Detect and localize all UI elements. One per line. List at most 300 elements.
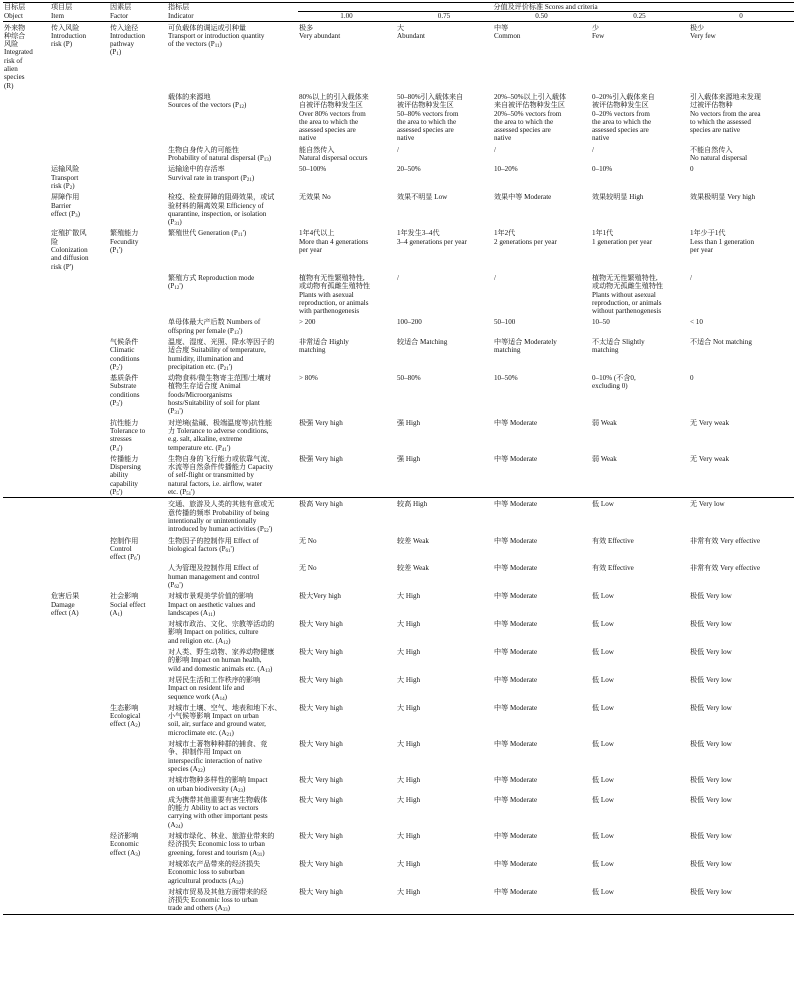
score-cell	[493, 163, 591, 191]
factor-cell	[109, 272, 167, 316]
object-cell	[3, 272, 50, 316]
cell-line: 极大 Very high	[299, 887, 343, 896]
cell-line: 的影响 Impact on human health,	[168, 656, 262, 665]
cell-line: 较差 Weak	[397, 536, 429, 545]
factor-cell	[109, 498, 167, 535]
indicator-cell	[167, 590, 298, 618]
cell-line: 力 Tolerance to adverse conditions,	[168, 426, 269, 435]
cell-line: 效果极明显 Very high	[690, 193, 756, 202]
indicator-cell	[167, 646, 298, 674]
cell-line: 屏障作用	[51, 193, 80, 202]
cell-line: 运输途中的存活率	[168, 165, 225, 174]
cell-line: Control	[110, 544, 132, 553]
cell-line: 大	[397, 23, 405, 32]
score-cell	[493, 227, 591, 271]
factor-cell	[109, 858, 167, 886]
cell-line: assessed species are	[494, 126, 551, 135]
score-cell	[689, 702, 794, 738]
cell-line: 验材料的隔离效果 Efficiency of	[168, 201, 264, 210]
cell-line: 极低 Very low	[690, 795, 732, 804]
table-row	[3, 674, 794, 702]
cell-line: alien	[4, 65, 18, 74]
score-cell	[298, 372, 396, 416]
cell-line: 生物因子的控制作用 Effect of	[168, 536, 259, 545]
score-cell	[591, 272, 689, 316]
cell-line: 大 High	[397, 832, 421, 841]
cell-line: 极大 Very high	[299, 620, 343, 629]
cell-line: 济损失 Economic loss to urban	[168, 896, 258, 905]
cell-line: Survival rate in transport $(P_{21})$	[168, 173, 255, 183]
cell-line: 较高 High	[397, 500, 428, 509]
cell-line: 强 High	[397, 418, 421, 427]
cell-line: 极低 Very low	[690, 703, 732, 712]
score-cell	[493, 738, 591, 774]
cell-line: 外来物	[4, 23, 26, 32]
cell-line: native	[397, 134, 415, 143]
cell-line: 植物有无性繁殖特性,	[299, 273, 365, 282]
score-cell	[493, 316, 591, 336]
score-cell	[396, 417, 493, 453]
cell-line: 可负载体的调运或引种量	[168, 23, 247, 32]
item-cell	[50, 272, 109, 316]
cell-line: 0–20%引入载体来自	[592, 92, 655, 101]
score-cell	[689, 316, 794, 336]
score-cell	[689, 774, 794, 794]
score-cell	[689, 453, 794, 498]
item-cell	[50, 453, 109, 498]
object-cell	[3, 562, 50, 590]
cell-line: Social effect	[110, 600, 146, 609]
cell-line: 低 Low	[592, 648, 614, 657]
cell-line: 运输风险	[51, 165, 80, 174]
cell-line: 中等 Moderate	[494, 592, 538, 601]
cell-line: $(P_1')$	[110, 246, 123, 256]
cell-line: 较差 Weak	[397, 564, 429, 573]
cell-line: species are native	[690, 126, 741, 135]
cell-line: Very abundant	[299, 31, 341, 40]
cell-line: $(P_{62}')$	[168, 581, 183, 590]
cell-line: effect $(A_3)$	[110, 848, 141, 858]
cell-line: 成为携带其他重要有害生物载体	[168, 795, 268, 804]
indicator-cell	[167, 144, 298, 164]
cell-line: native	[592, 134, 610, 143]
score-cell	[493, 272, 591, 316]
score-cell	[396, 316, 493, 336]
score-cell	[298, 674, 396, 702]
cell-line: 中等 Moderate	[494, 832, 538, 841]
cell-line: pathway	[110, 40, 135, 49]
cell-line: 中等 Moderate	[494, 740, 538, 749]
cell-line: /	[397, 145, 399, 154]
cell-line: on urban biodiversity $(A_{23})$	[168, 784, 246, 794]
cell-line: 非常适合 Highly	[299, 337, 349, 346]
cell-line: 极大 Very high	[299, 832, 343, 841]
cell-line: 传入风险	[51, 23, 80, 32]
cell-line: natural factors, i.e. airflow, water	[168, 479, 263, 488]
cell-line: 0	[690, 165, 694, 174]
score-cell	[591, 674, 689, 702]
cell-line: $(P_{31}')$	[168, 407, 183, 417]
cell-line: 对居民生活和工作秩序的影响	[168, 675, 261, 684]
header-score-level: 1.00	[298, 12, 396, 21]
cell-line: /	[494, 145, 496, 154]
cell-line: 中等 Moderate	[494, 795, 538, 804]
cell-line: 大 High	[397, 740, 421, 749]
cell-line: 大 High	[397, 795, 421, 804]
cell-line: $(P_5')$	[110, 488, 123, 498]
cell-line: 较适合 Matching	[397, 337, 448, 346]
cell-line: Ecological	[110, 712, 141, 721]
indicator-cell	[167, 163, 298, 191]
score-cell	[396, 794, 493, 830]
cell-line: Common	[494, 31, 521, 40]
cell-line: 极高 Very high	[299, 500, 343, 509]
score-cell	[396, 618, 493, 646]
object-cell	[3, 336, 50, 372]
table-row	[3, 702, 794, 738]
cell-line: of self-flight or transmitted by	[168, 471, 254, 480]
indicator-cell	[167, 316, 298, 336]
score-cell	[298, 794, 396, 830]
cell-line: Probability of natural dispersal $(P_{13})$	[168, 154, 272, 164]
cell-line: 影响 Impact on politics, culture	[168, 628, 259, 637]
object-cell	[3, 702, 50, 738]
cell-line: 对城市物种多样性的影响 Impact	[168, 776, 268, 785]
table-row	[3, 191, 794, 227]
cell-line: 中等 Moderate	[494, 454, 538, 463]
cell-line: Plants without asexual	[592, 290, 656, 299]
cell-line: temperature etc. $(P_{41}')$	[168, 443, 231, 453]
cell-line: 大 High	[397, 887, 421, 896]
cell-line: 对城郊农产品带来的经济损失	[168, 859, 261, 868]
header-indicator-en: Indicator	[167, 12, 298, 21]
indicator-cell	[167, 21, 298, 91]
cell-line: effect (A)	[51, 608, 79, 617]
cell-line: stresses	[110, 435, 132, 444]
object-cell	[3, 794, 50, 830]
score-cell	[298, 774, 396, 794]
cell-line: $(P_{12}')$	[168, 282, 183, 292]
cell-line: with parthenogenesis	[299, 307, 360, 316]
cell-line: the area to which the	[592, 117, 652, 126]
cell-line: 极大Very high	[299, 592, 341, 601]
score-cell	[591, 830, 689, 858]
object-cell	[3, 227, 50, 271]
table-row	[3, 535, 794, 563]
factor-cell	[109, 590, 167, 618]
score-cell	[396, 144, 493, 164]
score-cell	[298, 417, 396, 453]
score-cell	[396, 774, 493, 794]
cell-line: 检疫、检查屏障的阻碍效果，或试	[168, 193, 275, 202]
cell-line: Very few	[690, 31, 716, 40]
score-cell	[298, 336, 396, 372]
cell-line: 2 generations per year	[494, 237, 557, 246]
cell-line: e.g. salt, alkaline, extreme	[168, 435, 243, 444]
cell-line: Barrier	[51, 201, 72, 210]
table-row	[3, 794, 794, 830]
cell-line: precipitation etc. $(P_{21}')$	[168, 362, 233, 372]
factor-cell	[109, 336, 167, 372]
indicator-cell	[167, 417, 298, 453]
score-cell	[396, 535, 493, 563]
score-cell	[396, 91, 493, 144]
item-cell	[50, 738, 109, 774]
cell-line: 对城市贸易及其他方面带来的经	[168, 887, 268, 896]
cell-line: 低 Low	[592, 620, 614, 629]
cell-line: 对城市绿化、林业、旅游业带来的	[168, 832, 275, 841]
cell-line: 对城市景观美学价值的影响	[168, 592, 254, 601]
cell-line: 种综合	[4, 31, 26, 40]
cell-line: 载体的来源地	[168, 92, 211, 101]
cell-line: conditions	[110, 354, 140, 363]
cell-line: effect $(A_2)$	[110, 720, 141, 730]
cell-line: 被评估物种发生区	[397, 101, 454, 110]
indicator-cell	[167, 858, 298, 886]
cell-line: 20%–50% vectors from	[494, 109, 562, 118]
score-cell	[689, 336, 794, 372]
cell-line: hosts/Suitability of soil for plant	[168, 399, 260, 408]
cell-line: 1年少于1代	[690, 229, 726, 238]
cell-line: Tolerance to	[110, 426, 146, 435]
cell-line: 非常有效 Very effective	[690, 564, 760, 573]
score-cell	[591, 886, 689, 914]
cell-line: 动物食料/微生物寄主范围/土壤对	[168, 374, 272, 383]
score-cell	[689, 646, 794, 674]
cell-line: wild and domestic animals etc. $(A_{13})$	[168, 664, 273, 674]
score-cell	[493, 618, 591, 646]
item-cell	[50, 774, 109, 794]
object-cell	[3, 886, 50, 914]
factor-cell	[109, 372, 167, 416]
cell-line: 无 No	[299, 564, 317, 573]
score-cell	[591, 144, 689, 164]
cell-line: 10–50%	[494, 374, 518, 383]
cell-line: 适合度 Suitability of temperature,	[168, 346, 266, 355]
cell-line: 对人类、野生动物、家养动物健康	[168, 648, 275, 657]
cell-line: 低 Low	[592, 675, 614, 684]
cell-line: 低 Low	[592, 592, 614, 601]
object-cell	[3, 646, 50, 674]
cell-line: Economic loss to suburban	[168, 868, 245, 877]
cell-line: Impact on aesthetic values and	[168, 600, 256, 609]
cell-line: 大 High	[397, 592, 421, 601]
score-cell	[689, 794, 794, 830]
cell-line: 效果中等 Moderate	[494, 193, 552, 202]
cell-line: 低 Low	[592, 776, 614, 785]
score-cell	[689, 417, 794, 453]
cell-line: microclimate etc. $(A_{21})$	[168, 728, 234, 738]
cell-line: 繁殖世代 Generation $(P_{11}')$	[168, 229, 247, 239]
factor-cell	[109, 702, 167, 738]
cell-line: the area to which the	[494, 117, 554, 126]
factor-cell	[109, 417, 167, 453]
cell-line: 中等 Moderate	[494, 859, 538, 868]
indicator-cell	[167, 498, 298, 535]
cell-line: matching	[592, 346, 619, 355]
score-cell	[298, 453, 396, 498]
object-cell	[3, 453, 50, 498]
cell-line: Natural dispersal occurs	[299, 154, 368, 163]
score-cell	[591, 858, 689, 886]
score-cell	[298, 316, 396, 336]
factor-cell	[109, 830, 167, 858]
cell-line: humidity, illumination and	[168, 354, 244, 363]
score-cell	[591, 738, 689, 774]
score-cell	[396, 674, 493, 702]
table-row	[3, 453, 794, 498]
score-cell	[689, 91, 794, 144]
score-cell	[396, 498, 493, 535]
cell-line: biological factors $(P_{61}')$	[168, 544, 235, 554]
cell-line: Introduction	[51, 31, 87, 40]
cell-line: Few	[592, 31, 605, 40]
cell-line: 低 Low	[592, 740, 614, 749]
cell-line: 自被评估物种发生区	[299, 101, 363, 110]
cell-line: 不适合 Not matching	[690, 337, 752, 346]
cell-line: 大 High	[397, 620, 421, 629]
score-cell	[493, 417, 591, 453]
score-cell	[493, 830, 591, 858]
object-cell	[3, 316, 50, 336]
score-cell	[298, 886, 396, 914]
table-row	[3, 272, 794, 316]
cell-line: 有效 Effective	[592, 564, 634, 573]
cell-line: 经济影响	[110, 832, 139, 841]
object-cell	[3, 774, 50, 794]
cell-line: (R)	[4, 81, 14, 90]
indicator-cell	[167, 830, 298, 858]
cell-line: 极强 Very high	[299, 418, 343, 427]
cell-line: 单母体最大产后数 Numbers of	[168, 318, 261, 327]
cell-line: $(A_1)$	[110, 608, 123, 618]
item-cell	[50, 316, 109, 336]
indicator-cell	[167, 91, 298, 144]
cell-line: 植物无无性繁殖特性,	[592, 273, 658, 282]
score-cell	[591, 372, 689, 416]
score-cell	[396, 191, 493, 227]
cell-line: risk of	[4, 56, 23, 65]
cell-line: 温度、湿度、光照、降水等因子的	[168, 337, 275, 346]
score-cell	[689, 618, 794, 646]
header-score-level: 0	[689, 12, 794, 21]
object-cell	[3, 144, 50, 164]
table-row	[3, 336, 794, 372]
cell-line: 极低 Very low	[690, 648, 732, 657]
score-cell	[396, 702, 493, 738]
cell-line: effect $(P_3)$	[51, 209, 80, 219]
cell-line: 大 High	[397, 675, 421, 684]
indicator-cell	[167, 562, 298, 590]
cell-line: 极多	[299, 23, 314, 32]
cell-line: 50–100%	[299, 165, 327, 174]
cell-line: 极低 Very low	[690, 887, 732, 896]
score-cell	[689, 163, 794, 191]
cell-line: native	[299, 134, 317, 143]
factor-cell	[109, 618, 167, 646]
cell-line: 争、抑制作用 Impact on	[168, 748, 241, 757]
cell-line: 低 Low	[592, 832, 614, 841]
cell-line: Over 80% vectors from	[299, 109, 366, 118]
score-cell	[689, 886, 794, 914]
score-cell	[396, 738, 493, 774]
indicator-cell	[167, 702, 298, 738]
cell-line: 0–20% vectors from	[592, 109, 650, 118]
cell-line: Fecundity	[110, 237, 139, 246]
cell-line: 气候条件	[110, 337, 139, 346]
cell-line: excluding 0)	[592, 382, 628, 391]
cell-line: foods/Microorganisms	[168, 390, 233, 399]
cell-line: 中等 Moderate	[494, 648, 538, 657]
cell-line: 80%以上的引入载体来	[299, 92, 369, 101]
item-cell	[50, 618, 109, 646]
factor-cell	[109, 21, 167, 91]
object-cell	[3, 372, 50, 416]
cell-line: $(P_2')$	[110, 362, 123, 372]
cell-line: /	[494, 273, 496, 282]
cell-line: /	[397, 273, 399, 282]
factor-cell	[109, 316, 167, 336]
cell-line: 对城市土著物种种群的捕食、竞	[168, 740, 268, 749]
cell-line: Plants with asexual	[299, 290, 354, 299]
cell-line: 1年发生3–4代	[397, 229, 440, 238]
cell-line: 3–4 generations per year	[397, 237, 467, 246]
header-scores-title: 分值及评价标准 Scores and criteria	[298, 3, 794, 12]
object-cell	[3, 417, 50, 453]
score-cell	[298, 144, 396, 164]
score-cell	[396, 336, 493, 372]
cell-line: per year	[299, 246, 323, 255]
cell-line: 1 generation per year	[592, 237, 653, 246]
cell-line: 50–80%	[397, 374, 421, 383]
cell-line: 0–10% (不含0,	[592, 374, 636, 383]
factor-cell	[109, 453, 167, 498]
score-cell	[298, 272, 396, 316]
cell-line: 无效果 No	[299, 193, 331, 202]
indicator-cell	[167, 794, 298, 830]
object-cell	[3, 21, 50, 91]
score-cell	[298, 535, 396, 563]
score-cell	[591, 227, 689, 271]
cell-line: 强 High	[397, 454, 421, 463]
cell-line: trade and others $(A_{33})$	[168, 904, 230, 914]
cell-line: 非常有效 Very effective	[690, 536, 760, 545]
cell-line: 低 Low	[592, 500, 614, 509]
object-cell	[3, 191, 50, 227]
cell-line: 中等	[494, 23, 509, 32]
table-row	[3, 590, 794, 618]
cell-line: to which the assessed	[690, 117, 751, 126]
factor-cell	[109, 886, 167, 914]
score-cell	[396, 21, 493, 91]
cell-line: 定殖扩散风	[51, 229, 87, 238]
score-cell	[298, 562, 396, 590]
score-cell	[591, 590, 689, 618]
cell-line: 极大 Very high	[299, 776, 343, 785]
cell-line: 100–200	[397, 318, 422, 327]
item-cell	[50, 886, 109, 914]
score-cell	[591, 336, 689, 372]
header-object-en: Object	[3, 12, 50, 21]
cell-line: $(P_{31})$	[168, 218, 182, 228]
header-score-level: 0.25	[591, 12, 689, 21]
score-cell	[591, 417, 689, 453]
cell-line: landscapes $(A_{11})$	[168, 608, 216, 618]
cell-line: 生物自身的飞行能力或依靠气流、	[168, 454, 275, 463]
score-cell	[396, 272, 493, 316]
cell-line: 人为管理及控制作用 Effect of	[168, 564, 259, 573]
cell-line: assessed species are	[299, 126, 356, 135]
